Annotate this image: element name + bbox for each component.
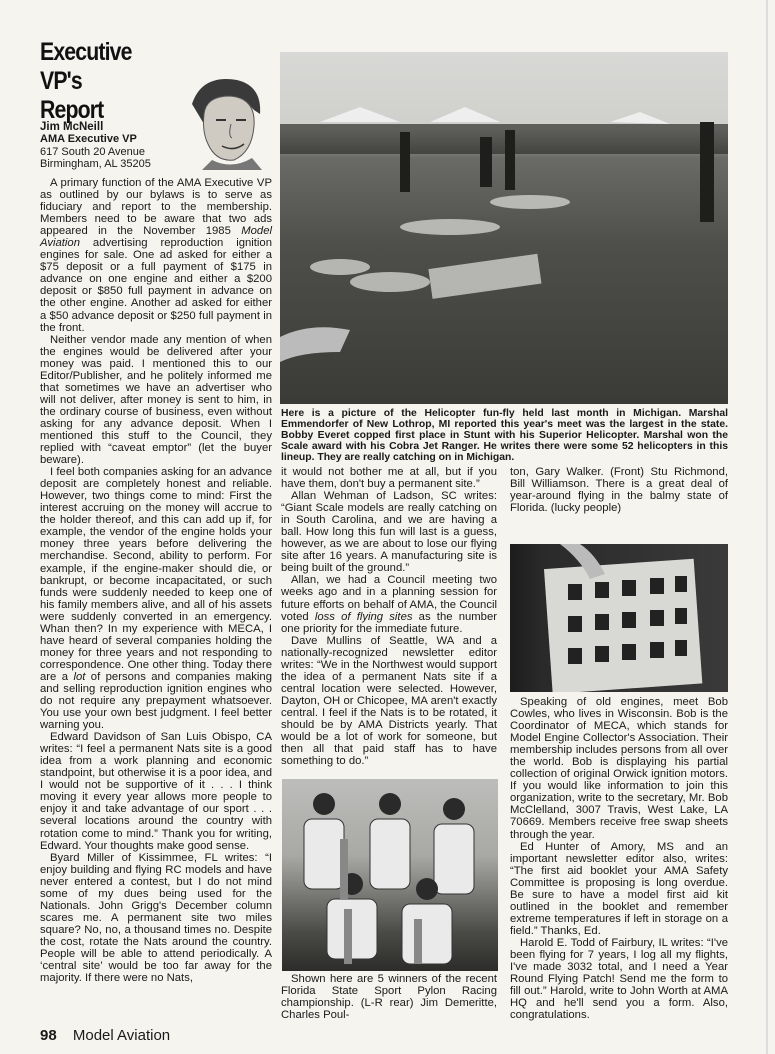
column-3-text (510, 696, 728, 1021)
ignition-motors-collection-photo (510, 544, 728, 692)
paragraph: Allan Wehman of Ladson, SC writes: “Giant Scale models are really catching on in South Carolina, and we are having a ball. How long this fun will last is a guess, however, as we are about to lose our flying site after 16 years. A manufacturing site is being built of the ground.” (281, 490, 497, 575)
column-3-caption-continuation (510, 466, 728, 514)
paragraph: Shown here are 5 winners of the recent Florida State Sport Pylon Racing championship. (L-R rear) Jim Demeritte, Charles Poul- (281, 973, 497, 1022)
pylon-racing-winners-photo (282, 779, 498, 971)
paragraph (281, 574, 497, 634)
helicopter-fun-fly-photo (280, 52, 728, 404)
paragraph: Neither vendor made any mention of when the engines would be delivered after your money was paid. I mentioned this to our Editor/Publisher, and he politely informed me that sometimes we have an advertiser who will not deliver, after money is sent to him, in the ordinary course of business, even without asking for any advance deposit. When I mentioned this stuff to the Council, they replied with “caveat emptor” (let the buyer beware). (40, 333, 272, 467)
magazine-name: Model Aviation (72, 1027, 171, 1044)
text: A primary function of the AMA Executive VP as outlined by our bylaws is to serve as fiduciary and report to the membership. Members need to be aware that two ads appeared in the November 1985 (40, 177, 272, 238)
paragraph: Harold E. Todd of Fairbury, IL writes: “I've been flying for 7 years, I log all my flights, I've made 3032 total, and I need a Year Round Flying Patch! Send me the form to fill out.” Harold, write to John Worth at AMA HQ and he'll send you a form. Also, congratulations. (510, 936, 728, 1022)
italic-text: Model Aviation (40, 225, 272, 250)
photo-caption-pylon-racing (281, 973, 497, 1021)
title-line-1: Executive VP's (40, 38, 132, 95)
paragraph: Edward Davidson of San Luis Obispo, CA writes: “I feel a permanent Nats site is a good idea from a work planning and economic standpoint, but otherwise it is a poor idea, and I would not be supportive of it . . . I think moving it every year allows more people to enjoy it and take advantage of our sport . . . several locations around the country with rotation come to mind.” Thank you for writing, Edward. Your thoughts make good sense. (40, 731, 272, 852)
text: Allan, we had a Council meeting two weeks ago and in a planning session for future efforts on behalf of AMA, the Council voted (281, 574, 497, 623)
paragraph: Dave Mullins of Seattle, WA and a nationally-recognized newsletter editor writes: “We in the Northwest would support the idea of a permanent Nats site if a central location were selected. However, Dayton, OH or Chicopee, MA aren't exactly central. I feel if the Nats is to be rotated, it should be by AMA Districts yearly. That would be a lot of work for someone, but then all that paid staff has to have something to do.” (281, 634, 497, 768)
text: advertising reproduction ignition engines for sale. One ad asked for either a $75 deposit or a full payment of $175 in advance on one engine and either a $200 deposit or $850 full payment in advance on the other engine. Another ad asked for either a $50 advance deposit or $250 full payment in the front. (40, 237, 272, 334)
byline (40, 121, 190, 170)
italic-text: loss of flying sites (314, 610, 413, 623)
paragraph: ton, Gary Walker. (Front) Stu Richmond, Bill Williamson. There is a great deal of year-around flying in the balmy state of Florida. (lucky people) (510, 466, 728, 515)
paragraph: it would not bother me at all, but if you have them, don't buy a permanent site.” (281, 466, 497, 491)
paragraph (40, 466, 272, 731)
author-address-street: 617 South 20 Avenue (40, 145, 146, 158)
page-edge (766, 0, 768, 1054)
text: as the number one priority for the immediate future. (281, 610, 497, 635)
photo-caption-helicopter: Here is a picture of the Helicopter fun-fly held last month in Michigan. Marshal Emmendorfer of New Lothrop, MI reported this year's meet was the largest in the state. Bobby Everet copped first place in Stunt with his Superior Helicopter. Marshal won the Scale award with his Cobra Jet Ranger. He writes there were some 52 helicopters in this lineup. They are really catching on in Michigan. (281, 408, 728, 464)
italic-text: lot (73, 670, 86, 683)
author-role: AMA Executive VP (40, 133, 137, 146)
author-headshot (182, 74, 274, 170)
page-footer (40, 1027, 170, 1044)
paragraph: Ed Hunter of Amory, MS and an important newsletter editor also, writes: “The first aid booklet your AMA Safety Committee is proposing is long overdue. Be sure to have a model first aid kit outlined in the booklet and remember extreme temperatures if left in storage on a field.” Thanks, Ed. (510, 840, 728, 937)
paragraph: Byard Miller of Kissimmee, FL writes: “I enjoy building and flying RC models and have never entered a contest, but I do not mind some of my dues being used for the Nationals. John Grigg's December column scares me. A permanent site two miles square? No, no, a thousand times no. Despite the cost, rotate the Nats around the country. People will be able to attend periodically. A ‘central site’ would be too far away for the majority. If there were no Nats, (40, 851, 272, 985)
author-address-city: Birmingham, AL 35205 (40, 157, 151, 170)
page-title (40, 38, 168, 125)
column-2-text (281, 466, 497, 767)
paragraph (40, 177, 272, 334)
paragraph: Speaking of old engines, meet Bob Cowles, who lives in Wisconsin. Bob is the Coordinator of MECA, which stands for Model Engine Collector's Association. Their membership includes persons from all over the world. Bob is displaying his partial collection of original Orwick ignition motors. If you would like information to join this organization, write to the secretary, Mr. Bob McClelland, 3007 Travis, West Lake, LA 70669. Members receive free swap sheets through the year. (510, 696, 728, 841)
title-line-2: Report (40, 96, 104, 124)
page-number: 98 (40, 1027, 57, 1044)
column-1-text (40, 177, 272, 984)
text: of persons and companies making and selling reproduction ignition engines who do not require any prepayment whatsoever. You use your own best judgment. I feel better warning you. (40, 670, 272, 732)
text: I feel both companies asking for an advance deposit are completely honest and reliable. However, two things come to mind: First the interest accruing on the money will accrue to the holder thereof, and this can add up if, for example, the vendor of the engine holds your money three years before delivering the merchandise. Second, ability to perform. For example, if the engine-maker should die, or bankrupt, or become incapacitated, or such funds were suddenly needed to keep one of his family members alive, and all of his assets were suddenly converted in an emergency. Whan then? In my experience with MECA, I have heard of several companies holding the money for three years and not responding to correspondence. One other thing. Today there are a (40, 466, 272, 683)
author-name: Jim McNeill (40, 121, 104, 133)
